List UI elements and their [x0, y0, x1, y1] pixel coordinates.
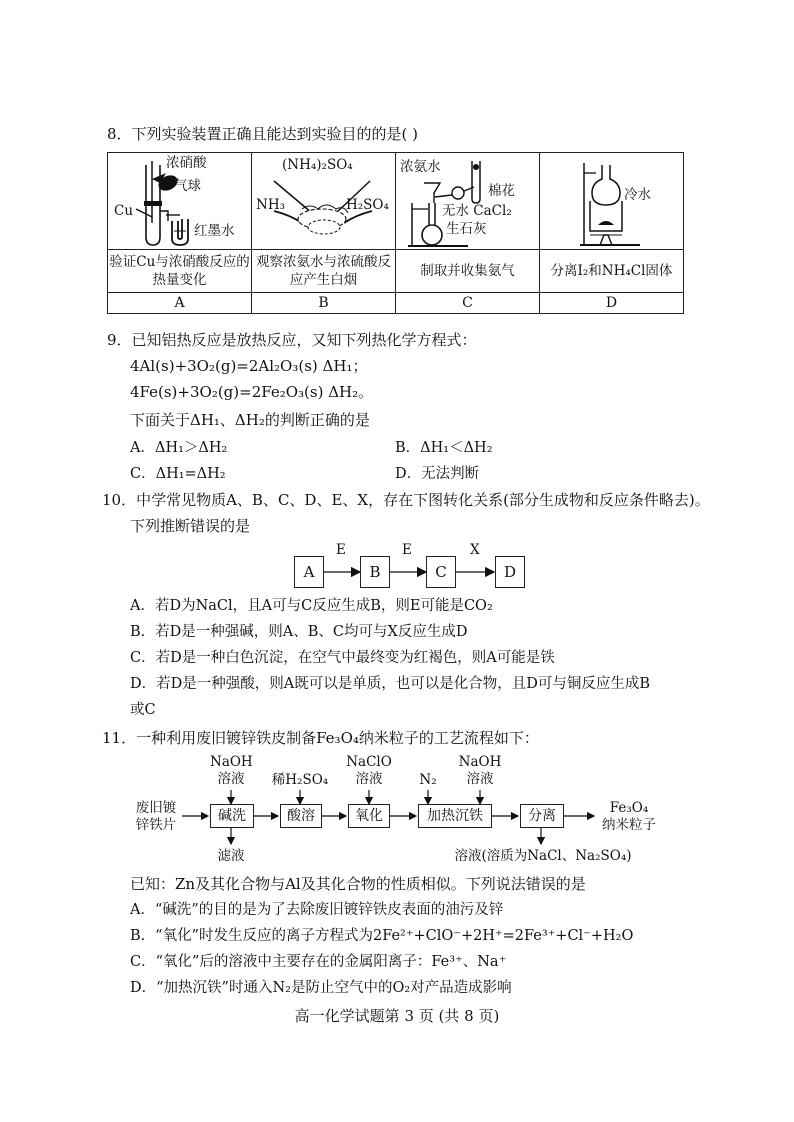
q9-option-d: D．无法判断 [395, 466, 480, 482]
label-cu: Cu [114, 203, 134, 219]
q8-desc-c: 制取并收集氨气 [396, 250, 540, 293]
label-cold-water: 冷水 [624, 187, 651, 203]
q9-equation-1: 4Al(s)+3O₂(g)=2Al₂O₃(s) ΔH₁； [130, 357, 368, 375]
label-h2so4: H₂SO₄ [346, 197, 389, 213]
node-c: C [426, 556, 456, 588]
q9-equation-2: 4Fe(s)+3O₂(g)=2Fe₂O₃(s) ΔH₂。 [130, 383, 374, 401]
q9-option-c: C．ΔH₁=ΔH₂ [130, 466, 226, 482]
flow-start-line-1: 废旧镀 [135, 800, 177, 816]
label-balloon: 气球 [174, 178, 201, 194]
q11-option-b: B．“氧化”时发生反应的离子方程式为2Fe²⁺+ClO⁻+2H⁺=2Fe³⁺+Cl⁻+H₂O [130, 928, 634, 944]
label-conc-nitric-acid: 浓硝酸 [166, 155, 207, 171]
q11-option-a: A．“碱洗”的目的是为了去除废旧镀锌铁皮表面的油污及锌 [130, 902, 504, 918]
arrow-label-e-2: E [402, 542, 412, 558]
apparatus-d-drawing [540, 153, 683, 249]
reagent-naoh-1-line-2: 溶液 [217, 771, 245, 787]
q8-label-d: D [540, 293, 684, 314]
q8-stem: 8．下列实验装置正确且能达到实验目的的是( ) [107, 125, 419, 143]
q8-desc-b: 观察浓氨水与浓硫酸反应产生白烟 [252, 250, 396, 293]
q8-desc-d: 分离I₂和NH₄Cl固体 [540, 250, 684, 293]
q9-question: 下面关于ΔH₁、ΔH₂的判断正确的是 [130, 411, 370, 429]
q8-label-c: C [396, 293, 540, 314]
q10-option-a: A．若D为NaCl，且A可与C反应生成B，则E可能是CO₂ [130, 598, 493, 614]
label-conc-ammonia: 浓氨水 [400, 159, 441, 175]
byproduct-filtrate: 滤液 [217, 848, 245, 864]
node-d: D [495, 556, 525, 588]
q8-label-a: A [108, 293, 252, 314]
flow-start-line-2: 锌铁片 [135, 817, 177, 833]
q10-option-b: B．若D是一种强碱，则A、B、C均可与X反应生成D [130, 624, 468, 640]
label-ammonium-sulfate: (NH₄)₂SO₄ [282, 157, 353, 173]
step-alkali-wash: 碱洗 [210, 804, 254, 828]
product-fe3o4-nanoparticles [596, 800, 662, 834]
reagent-naclo-line-1: NaClO [346, 754, 392, 770]
q8-figure-a [108, 153, 252, 250]
q8-desc-a: 验证Cu与浓硝酸反应的热量变化 [108, 250, 252, 293]
q9-option-b: B．ΔH₁＜ΔH₂ [395, 440, 493, 456]
q9-stem: 9．已知铝热反应是放热反应，又知下列热化学方程式： [107, 331, 477, 349]
q10-option-c: C．若D是一种白色沉淀，在空气中最终变为红褐色，则A可能是铁 [130, 650, 555, 666]
label-quicklime: 生石灰 [446, 221, 487, 237]
flow-start [132, 800, 180, 834]
q11-stem: 11．一种利用废旧镀锌铁皮制备Fe₃O₄纳米粒子的工艺流程如下： [102, 729, 539, 747]
reagent-n2: N₂ [419, 772, 437, 788]
label-red-ink: 红墨水 [194, 223, 235, 239]
q8-figure-d [540, 153, 684, 250]
q10-option-d-continued: 或C [130, 702, 156, 718]
q11-option-d: D．“加热沉铁”时通入N₂是防止空气中的O₂对产品造成影响 [130, 980, 512, 996]
label-anhydrous-cacl2: 无水 CaCl₂ [442, 203, 512, 219]
q10-stem: 10．中学常见物质A、B、C、D、E、X，存在下图转化关系(部分生成物和反应条件略去)。 [102, 491, 710, 509]
product-line-2: 纳米粒子 [602, 817, 656, 833]
q8-label-b: B [252, 293, 396, 314]
q10-option-d: D．若D是一种强酸，则A既可以是单质，也可以是化合物，且D可与铜反应生成B [130, 676, 651, 692]
reagent-naoh-2 [458, 754, 502, 788]
node-b: B [360, 556, 390, 588]
reagent-naoh-1 [210, 754, 252, 788]
q11-known-condition: 已知：Zn及其化合物与Al及其化合物的性质相似。下列说法错误的是 [130, 875, 586, 893]
reagent-naoh-2-line-2: 溶液 [466, 771, 494, 787]
q11-option-c: C．“氧化”后的溶液中主要存在的金属阳离子：Fe³⁺、Na⁺ [130, 954, 507, 970]
reagent-naoh-2-line-1: NaOH [458, 754, 502, 770]
q8-table [107, 152, 684, 314]
q10-transformation-diagram [294, 542, 528, 590]
product-line-1: Fe₃O₄ [609, 800, 649, 816]
arrow-label-x: X [470, 542, 480, 558]
page-footer: 高一化学试题第 3 页 (共 8 页) [294, 1007, 500, 1025]
node-a: A [294, 556, 324, 588]
step-oxidation: 氧化 [348, 804, 390, 828]
reagent-dilute-h2so4: 稀H₂SO₄ [271, 772, 329, 788]
reagent-naoh-1-line-1: NaOH [210, 754, 253, 770]
step-separation: 分离 [520, 804, 564, 828]
label-cotton: 棉花 [488, 183, 515, 199]
q9-option-a: A．ΔH₁＞ΔH₂ [130, 440, 228, 456]
byproduct-solution: 溶液(溶质为NaCl、Na₂SO₄) [454, 848, 632, 864]
q8-figure-b [252, 153, 396, 250]
step-acid-dissolve: 酸溶 [280, 804, 322, 828]
reagent-naclo-line-2: 溶液 [355, 771, 383, 787]
q11-process-flow [130, 752, 690, 868]
q10-stem-2: 下列推断错误的是 [130, 517, 251, 535]
label-nh3: NH₃ [256, 197, 285, 213]
arrow-label-e-1: E [336, 542, 346, 558]
q8-figure-c [396, 153, 540, 250]
reagent-naclo [346, 754, 392, 788]
step-heat-precipitate-iron: 加热沉铁 [418, 804, 492, 828]
